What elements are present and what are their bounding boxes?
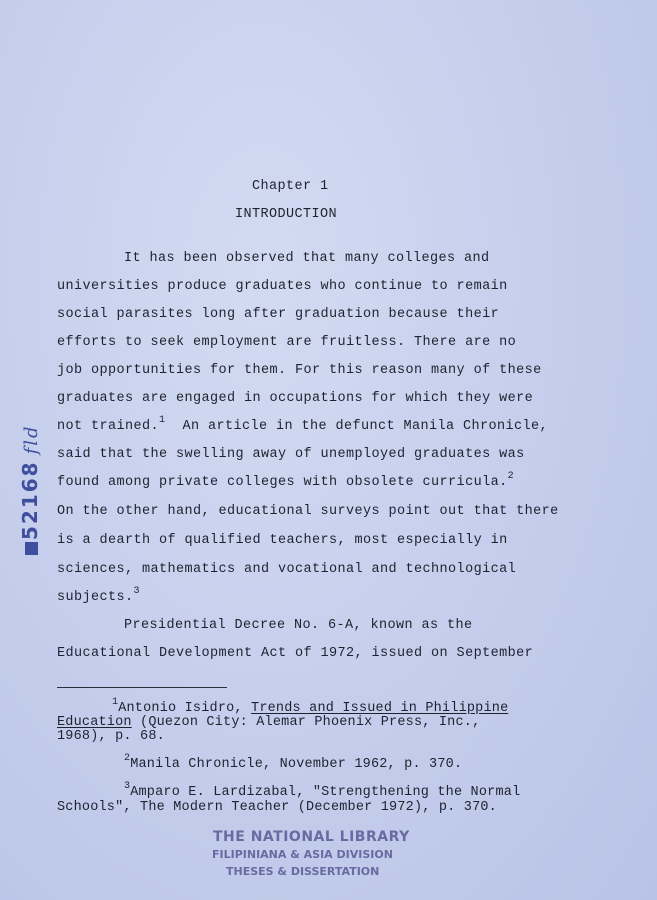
body-line: job opportunities for them. For this reason many of these (57, 363, 542, 378)
footnote-3-line2: Schools", The Modern Teacher (December 1972), p. 370. (57, 800, 497, 815)
footnote-1-line1 (112, 697, 509, 716)
body-line: On the other hand, educational surveys point out that there (57, 504, 559, 519)
body-line: is a dearth of qualified teachers, most especially in (57, 533, 508, 548)
body-line: It has been observed that many colleges and (124, 251, 490, 266)
footnote-divider (57, 687, 227, 688)
footnote-book-title: Trends and Issued in Philippine (251, 701, 509, 716)
body-line: sciences, mathematics and vocational and technological (57, 562, 517, 577)
footnote-mark: 3 (124, 781, 131, 792)
library-stamp-line3: THESES & DISSERTATION (226, 865, 380, 878)
body-line: universities produce graduates who continue to remain (57, 279, 508, 294)
body-line: efforts to seek employment are fruitless. There are no (57, 335, 517, 350)
body-line: Presidential Decree No. 6-A, known as the (124, 618, 473, 633)
handwritten-annotation: fld (21, 424, 42, 455)
footnote-mark: 2 (124, 753, 131, 764)
call-number-stamp (18, 424, 42, 555)
footnote-ref-2: 2 (507, 471, 514, 482)
footnote-1-line2 (57, 716, 480, 730)
footnote-mark: 1 (112, 697, 119, 708)
body-text: found among private colleges with obsolete curricula. (57, 475, 508, 490)
footnote-text: Manila Chronicle, November 1962, p. 370. (130, 757, 463, 772)
library-stamp-line2: FILIPINIANA & ASIA DIVISION (212, 848, 393, 861)
body-line: Educational Development Act of 1972, issued on September (57, 646, 534, 661)
body-line: social parasites long after graduation because their (57, 307, 500, 322)
footnote-ref-1: 1 (159, 415, 166, 426)
footnote-text: Amparo E. Lardizabal, "Strengthening the Normal (130, 785, 521, 800)
body-text: subjects. (57, 590, 134, 605)
body-text: An article in the defunct Manila Chronicle, (182, 419, 549, 434)
library-stamp-line1: THE NATIONAL LIBRARY (213, 829, 410, 845)
footnote-1-line3: 1968), p. 68. (57, 729, 165, 744)
body-line: said that the swelling away of unemployed graduates was (57, 447, 525, 462)
footnote-ref-3: 3 (133, 586, 140, 597)
footnote-book-title: Education (57, 715, 132, 730)
body-line (57, 586, 140, 605)
footnote-author: Antonio Isidro, (118, 701, 252, 716)
call-number: 52168 (18, 460, 42, 540)
chapter-number: Chapter 1 (252, 179, 329, 194)
body-line: graduates are engaged in occupations for which they were (57, 391, 534, 406)
footnote-2 (124, 753, 463, 772)
body-line (57, 471, 514, 490)
square-mark-icon (25, 542, 38, 555)
footnote-publisher: (Quezon City: Alemar Phoenix Press, Inc., (131, 715, 481, 730)
body-line (57, 415, 549, 434)
chapter-title: INTRODUCTION (235, 207, 338, 222)
body-text: not trained. (57, 419, 160, 434)
footnote-3-line1 (124, 781, 521, 800)
